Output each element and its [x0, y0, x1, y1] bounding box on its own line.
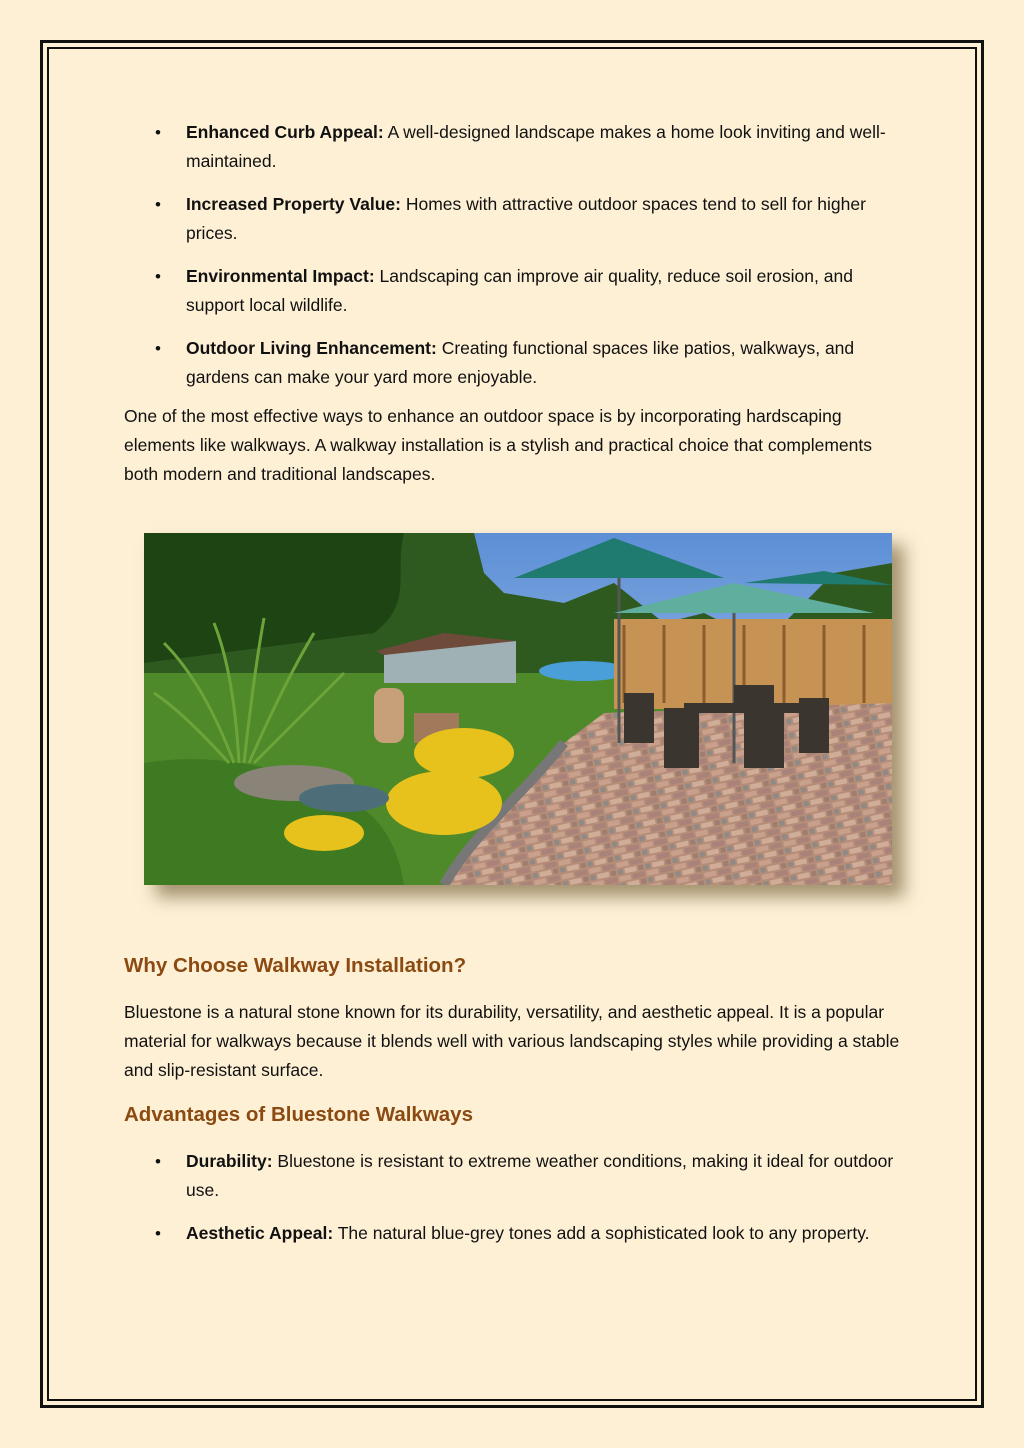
- bullet-term: Outdoor Living Enhancement:: [186, 338, 437, 358]
- list-item: [124, 1219, 904, 1248]
- bullet-term: Aesthetic Appeal:: [186, 1223, 334, 1243]
- list-item: [124, 118, 904, 176]
- bullet-term: Durability:: [186, 1151, 273, 1171]
- list-item: [124, 190, 904, 248]
- bullet-icon: •: [155, 267, 161, 286]
- bullet-icon: •: [155, 195, 161, 214]
- advantages-bullet-list: [124, 1147, 904, 1248]
- bullet-text: A well-designed landscape makes a home look inviting and well-maintained.: [186, 122, 886, 171]
- bullet-text: Landscaping can improve air quality, reduce soil erosion, and support local wildlife.: [186, 266, 853, 315]
- bullet-icon: •: [155, 123, 161, 142]
- list-item: [124, 262, 904, 320]
- advantages-section: [124, 1147, 904, 1262]
- why-heading: Why Choose Walkway Installation?: [124, 954, 467, 977]
- intro-section: [124, 118, 904, 489]
- intro-paragraph: One of the most effective ways to enhance an outdoor space is by incorporating hardscaping elements like walkways. A walkway installation is a stylish and practical choice that complements both modern and traditional landscapes.: [124, 406, 872, 484]
- list-item: [124, 334, 904, 392]
- bullet-text: Homes with attractive outdoor spaces tend to sell for higher prices.: [186, 194, 866, 243]
- bullet-term: Enhanced Curb Appeal:: [186, 122, 384, 142]
- bullet-icon: •: [155, 1224, 161, 1243]
- patio-walkway-photo: [144, 533, 892, 885]
- why-paragraph: Bluestone is a natural stone known for its durability, versatility, and aesthetic appeal. It is a popular material for walkways because it blends well with various landscaping styles while providing a stable and slip-resistant surface.: [124, 1002, 900, 1080]
- bullet-text: Creating functional spaces like patios, walkways, and gardens can make your yard more enjoyable.: [186, 338, 855, 387]
- why-section: [124, 998, 904, 1085]
- advantages-heading: Advantages of Bluestone Walkways: [124, 1103, 473, 1126]
- intro-bullet-list: [124, 118, 904, 392]
- bullet-icon: •: [155, 339, 161, 358]
- bullet-term: Environmental Impact:: [186, 266, 375, 286]
- bullet-icon: •: [155, 1152, 161, 1171]
- list-item: [124, 1147, 904, 1205]
- patio-illustration: [144, 533, 892, 885]
- bullet-text: The natural blue-grey tones add a sophisticated look to any property.: [333, 1223, 870, 1243]
- bullet-text: Bluestone is resistant to extreme weather conditions, making it ideal for outdoor use.: [186, 1151, 894, 1200]
- bullet-term: Increased Property Value:: [186, 194, 401, 214]
